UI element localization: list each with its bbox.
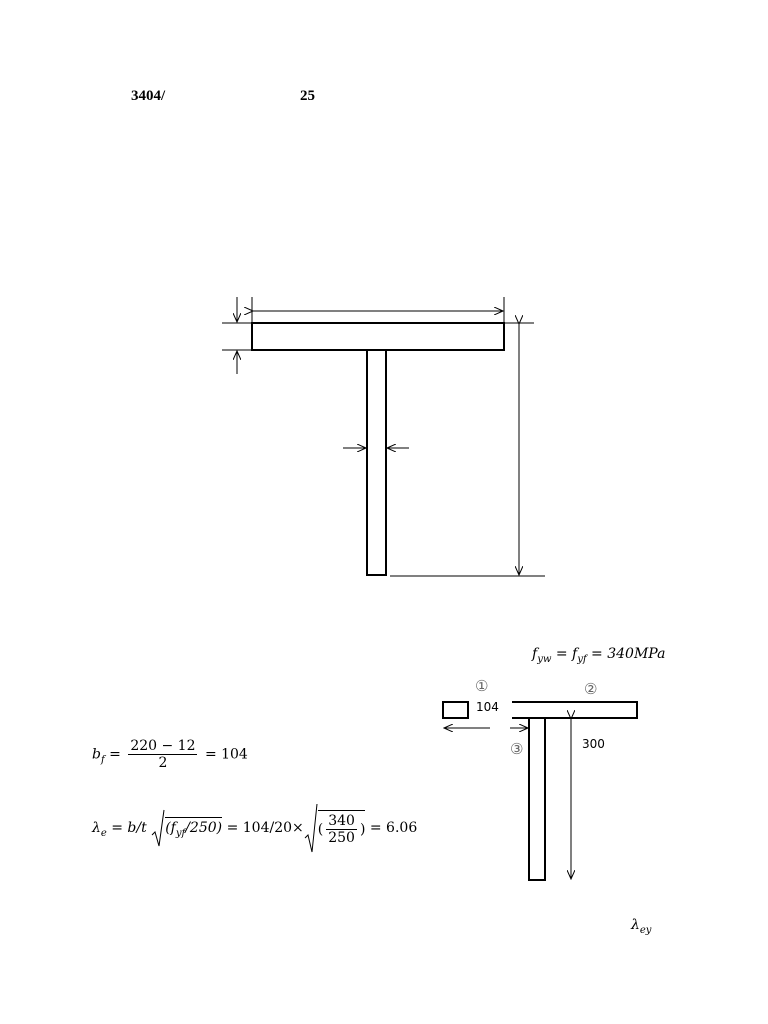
lambda-substitution: = 104/20× [226, 820, 304, 836]
bf-subscript: f [100, 754, 105, 766]
sqrt-content-1: $(f_{yf}/250)$ [165, 817, 222, 836]
sqrt-sign-2 [304, 802, 318, 854]
depth-label: 300 [582, 737, 605, 751]
element-1-marker: ① [475, 677, 489, 695]
sketch-web [529, 718, 545, 880]
lambda-result: = 6.06 [369, 820, 418, 836]
bf-denominator: 2 [158, 755, 168, 771]
flange-outline [252, 323, 504, 350]
bf-equation [92, 738, 248, 771]
slenderness-equation [92, 802, 417, 854]
bf-fraction [128, 738, 197, 771]
yield-stress-equation: $f_{yw} = f_{yf} = 340MPa$ [532, 646, 666, 665]
sketch-flange-left [443, 702, 468, 718]
question-marks: 25 [300, 88, 315, 104]
outstand-label: 104 [476, 700, 499, 714]
lambda-ey-label: $\lambda_{ey}$ [631, 917, 652, 936]
sqrt-content-2: ( $\frac{340}{250}$ ) [318, 810, 366, 846]
lambda-bt: = b/t [111, 820, 147, 836]
lambda-symbol: λ [92, 820, 101, 836]
lambda-subscript: e [100, 827, 107, 839]
element-2-marker: ② [584, 680, 598, 698]
lambda-numerator: 340 [328, 813, 355, 829]
element-3-marker: ③ [510, 740, 524, 758]
lambda-denominator: 250 [328, 830, 355, 846]
question-code: 3404/ [131, 88, 166, 104]
bf-result: = 104 [204, 746, 248, 763]
bf-numerator: 220 − 12 [130, 738, 196, 754]
sqrt-sign-1 [151, 808, 165, 848]
bf-symbol: b [92, 746, 101, 763]
sketch-flange-right [512, 702, 637, 718]
bf-equals: = [109, 746, 121, 763]
web-outline [367, 350, 386, 575]
